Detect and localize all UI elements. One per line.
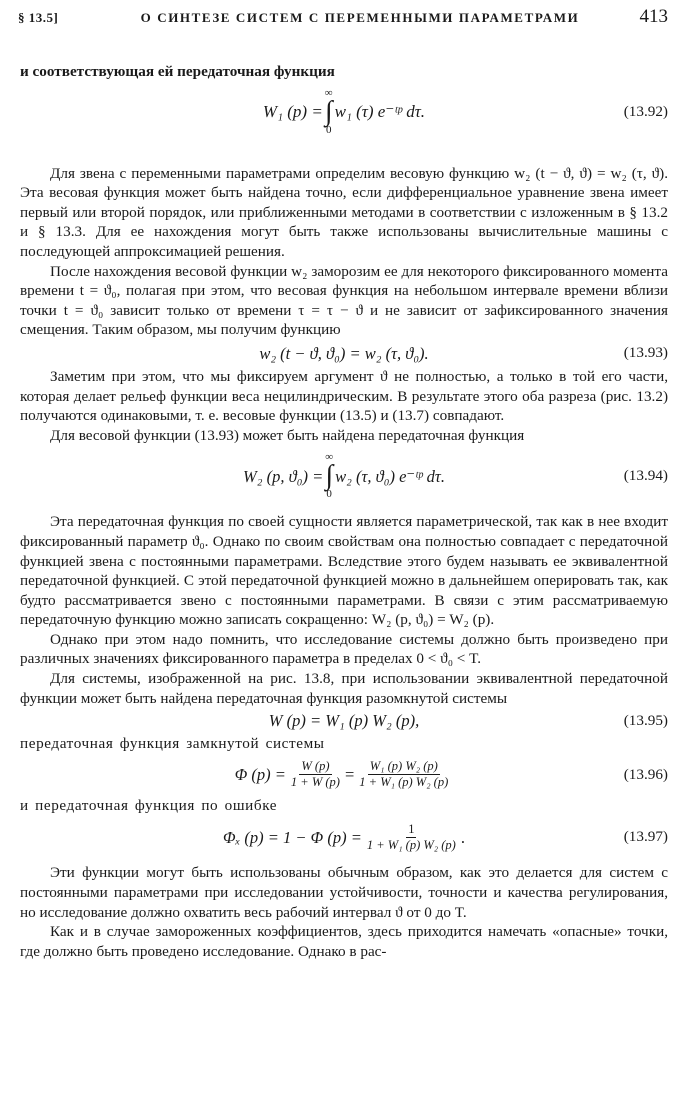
integral-sign: ∞ ∫ 0 [324, 86, 333, 136]
fraction-expanded [357, 759, 450, 790]
equation-13-97 [20, 815, 668, 859]
fraction-numerator: 1 [408, 821, 415, 836]
equation-number: (13.96) [623, 766, 668, 784]
equation-tail: . [460, 827, 465, 847]
equation-number: (13.93) [623, 344, 668, 362]
equation-body [235, 759, 454, 790]
paragraph-parameter-range: Однако при этом надо помнить, что исследование системы должно быть произведено при различных значениях фиксированного параметра в пределах 0 < ϑ₀ < T. [20, 630, 668, 668]
equation-rhs: w₁ (τ) e⁻ᵗᵖ dτ. [334, 101, 426, 121]
fraction-denominator: 1 + W₁ (p) W₂ (p) [359, 775, 449, 790]
equation-13-93 [20, 340, 668, 367]
equation-13-92 [20, 82, 668, 142]
paragraph-weight-function: Для звена с переменными параметрами определим весовую функцию w₂ (t − ϑ, ϑ) = w₂ (τ, ϑ). Эта весовая функция может быть найдена точно, если дифференциальное уравнение звена имеет первый или второй порядок, или приближенными методами в соответствии с изложенным в § 13.2 и § 13.3. Для ее нахождения могут быть также использованы вычислительные машины с последующей аппроксимацией решения. [20, 164, 668, 260]
running-header [18, 6, 668, 32]
paragraph-closed-loop: передаточная функция замкнутой системы [20, 735, 325, 753]
equation-lhs: Φ (p) = [234, 765, 286, 785]
integral-lower-limit: 0 [326, 488, 332, 501]
paragraph-transfer-intro: Для весовой функции (13.93) может быть найдена передаточная функция [50, 426, 525, 444]
equation-expression: W (p) = W₁ (p) W₂ (p), [268, 711, 420, 731]
equation-body [223, 822, 465, 853]
equation-number: (13.94) [623, 467, 668, 485]
fraction-numerator: W₁ (p) W₂ (p) [369, 759, 438, 774]
equals-sign: = [344, 765, 355, 785]
paragraph-open-loop: Для системы, изображенной на рис. 13.8, при использовании эквивалентной передаточной функции может быть найдена передаточная функция разомкнутой системы [20, 670, 668, 707]
equation-13-96 [20, 754, 668, 796]
equation-number: (13.92) [623, 102, 668, 120]
running-title: О СИНТЕЗЕ СИСТЕМ С ПЕРЕМЕННЫМИ ПАРАМЕТРАМИ [140, 10, 580, 25]
page-body [20, 62, 668, 961]
page-number: 413 [639, 6, 668, 27]
integral-upper-limit: ∞ [325, 451, 334, 464]
equation-body [243, 452, 445, 500]
paragraph-freeze: После нахождения весовой функции w₂ заморозим ее для некоторого фиксированного момента времени t = ϑ₀, полагая при этом, что весовая функция на небольшом интервале времени вблизи точки t = ϑ₀ зависит только от времени τ = τ − ϑ и не зависит от зафиксированного значения смещения. Таким образом, мы получим функцию [20, 262, 668, 339]
equation-lhs: W₂ (p, ϑ₀) = [243, 466, 324, 486]
equation-number: (13.97) [623, 828, 668, 846]
fraction-error [365, 822, 458, 853]
integral-sign: ∞ ∫ 0 [325, 451, 334, 501]
paragraph-error-function: и передаточная функция по ошибке [20, 796, 278, 814]
paragraph-equivalent-function: Эта передаточная функция по своей сущности является параметрической, так как в нее входит фиксированный параметр ϑ₀. Однако по своим свойствам она полностью совпадает с передаточной функцией звена с постоянными параметрами. Вследствие этого будем называть ее эквивалентной передаточной функцией. С этой передаточной функцией можно в дальнейшем оперировать так, как будто рассматривается звено с постоянными параметрами. В связи с этим рассматриваемую передаточную функцию можно записать сокращенно: W₂ (p, ϑ₀) = W₂ (p). [20, 513, 668, 629]
fraction-denominator: 1 + W₁ (p) W₂ (p) [366, 837, 456, 852]
fraction-numerator: W (p) [301, 759, 330, 774]
paragraph-dangerous-points: Как и в случае замороженных коэффициентов, здесь приходится намечать «опасные» точки, где должно быть проведено исследование. Однако в рас- [20, 923, 668, 960]
lead-line: и соответствующая ей передаточная функция [20, 63, 335, 80]
paragraph-argument-note: Заметим при этом, что мы фиксируем аргумент ϑ не полностью, а только в той его части, которая делает рельеф функции веса нецилиндрическим. В результате этого оба разреза (рис. 13.2) получаются одинаковыми, т. е. весовые функции (13.5) и (13.7) совпадают. [20, 367, 668, 425]
equation-13-95 [20, 708, 668, 734]
fraction-denominator: 1 + W (p) [290, 775, 340, 790]
equation-lhs: Φₓ (p) = 1 − Φ (p) = [223, 827, 362, 847]
equation-13-94 [20, 445, 668, 507]
equation-body [263, 88, 425, 136]
equation-rhs: w₂ (τ, ϑ₀) e⁻ᵗᵖ dτ. [335, 466, 445, 486]
section-reference: § 13.5] [18, 10, 59, 25]
integral-lower-limit: 0 [325, 123, 332, 136]
equation-expression: w₂ (t − ϑ, ϑ₀) = w₂ (τ, ϑ₀). [259, 343, 429, 363]
paragraph-usage: Эти функции могут быть использованы обычным образом, как это делается для систем с постоянными параметрами при исследовании устойчивости, точности и качества регулирования, но исследование должно охватить весь рабочий интервал ϑ от 0 до T. [20, 864, 668, 921]
equation-number: (13.95) [623, 712, 668, 730]
integral-upper-limit: ∞ [324, 86, 333, 99]
equation-lhs: W₁ (p) = [262, 101, 323, 121]
fraction-open-loop [289, 759, 342, 790]
